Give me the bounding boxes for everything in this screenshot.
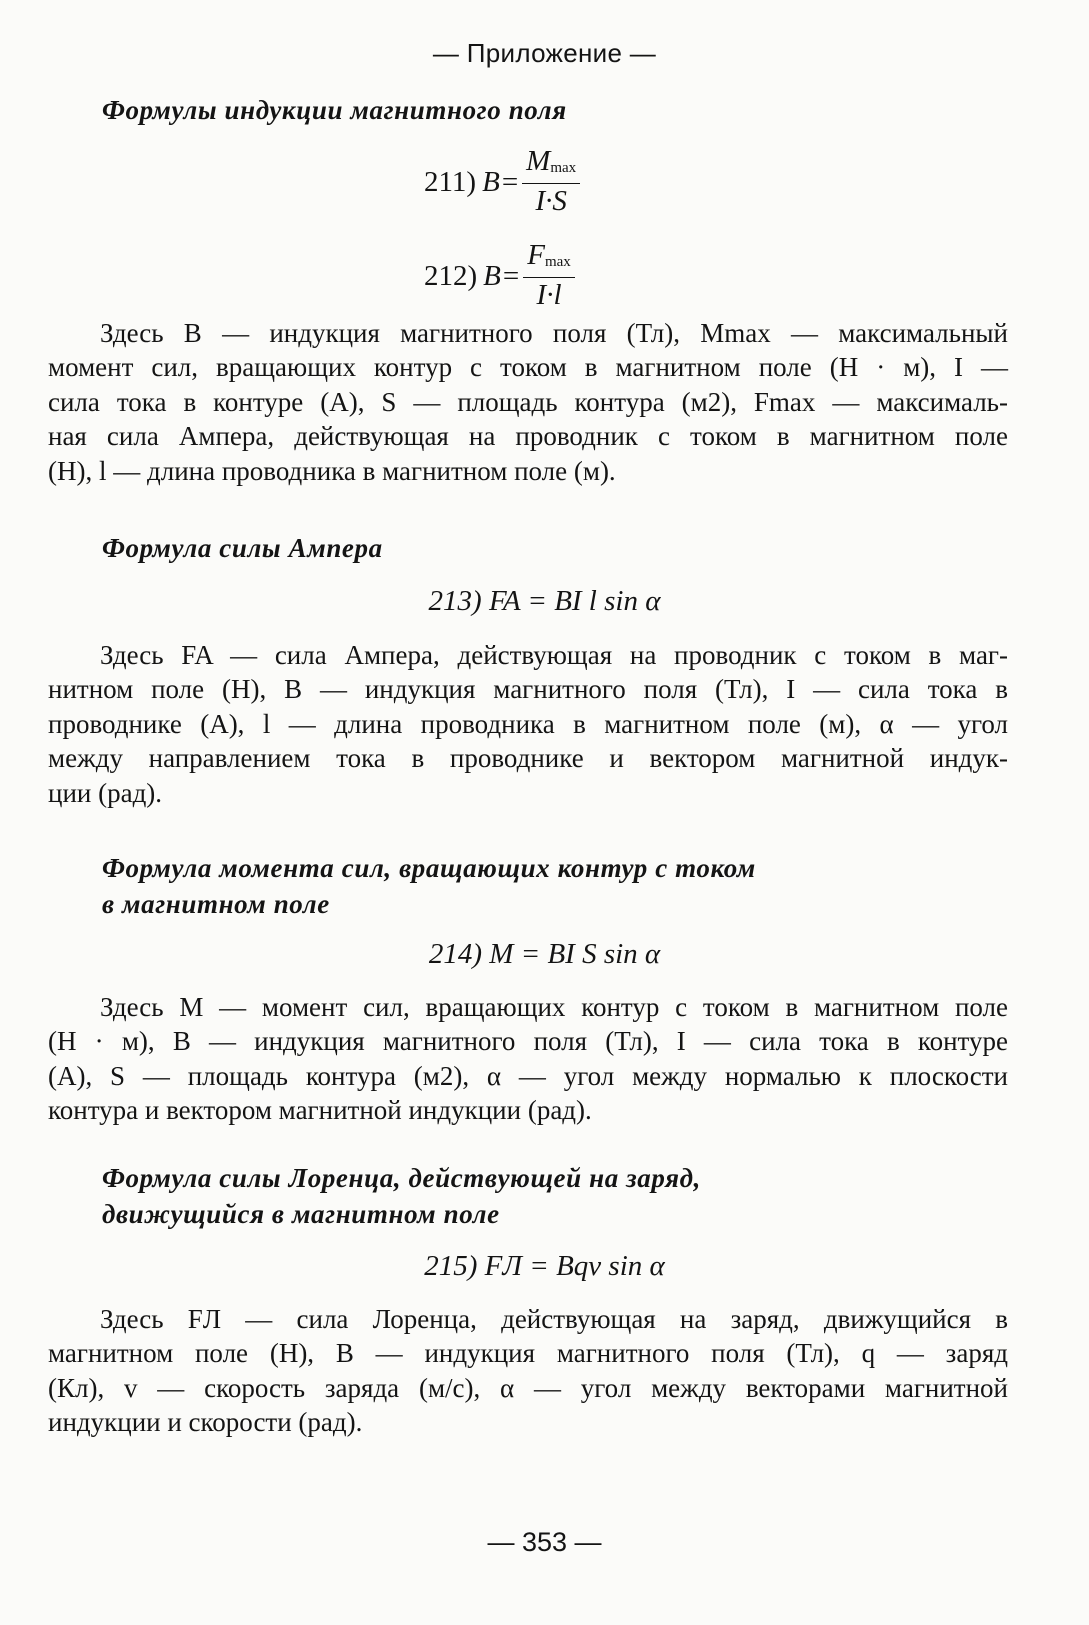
- paragraph-line: ная сила Ампера, действующая на проводник с током в магнитном поле: [48, 421, 1008, 452]
- fraction-denominator: I·S: [535, 185, 567, 217]
- paragraph-line: между направлением тока в проводнике и вектором магнитной индук-: [48, 743, 1008, 774]
- paragraph-line: момент сил, вращающих контур с током в магнитном поле (Н · м), I —: [48, 352, 1008, 383]
- paragraph-line: контура и вектором магнитной индукции (рад).: [48, 1095, 592, 1126]
- section-heading-induction: Формулы индукции магнитного поля: [102, 95, 567, 125]
- fraction-numerator: Fmax: [527, 239, 571, 271]
- formula-213: 213) FA = BI l sin α: [428, 585, 661, 617]
- section-heading-torque: [102, 850, 1002, 922]
- paragraph-torque: [48, 990, 1008, 1128]
- fraction: [523, 240, 575, 312]
- running-header: — Приложение —: [432, 38, 657, 68]
- paragraph-line: Здесь M — момент сил, вращающих контур с током в магнитном поле: [100, 992, 1008, 1022]
- paragraph-line: (Кл), v — скорость заряда (м/с), α — угол между векторами магнитной: [48, 1372, 1008, 1403]
- paragraph-line: магнитном поле (Н), B — индукция магнитного поля (Тл), q — заряд: [48, 1338, 1008, 1369]
- formula-number: 212): [424, 259, 478, 292]
- heading-line: Формула момента сил, вращающих контур с током: [102, 853, 756, 883]
- paragraph-line: Здесь FЛ — сила Лоренца, действующая на заряд, движущийся в: [100, 1304, 1008, 1334]
- page-number: — 353 —: [487, 1527, 602, 1557]
- paragraph-line: Здесь B — индукция магнитного поля (Тл), Mmax — максимальный: [100, 318, 1008, 348]
- paragraph-line: проводнике (А), l — длина проводника в магнитном поле (м), α — угол: [48, 708, 1008, 739]
- paragraph-lorentz: [48, 1302, 1008, 1440]
- paragraph-line: индукции и скорости (рад).: [48, 1407, 363, 1438]
- heading-line: в магнитном поле: [102, 889, 330, 919]
- fraction-numerator: Mmax: [526, 145, 577, 177]
- paragraph-ampere: [48, 638, 1008, 810]
- paragraph-line: ции (рад).: [48, 777, 163, 808]
- fraction: [522, 146, 580, 218]
- formula-215: 215) FЛ = Bqv sin α: [424, 1250, 665, 1282]
- equals-sign: =: [502, 259, 520, 292]
- paragraph-line: нитном поле (Н), B — индукция магнитного поля (Тл), I — сила тока в: [48, 674, 1008, 705]
- section-heading-ampere: Формула силы Ампера: [102, 533, 383, 563]
- formula-lhs: B: [482, 165, 500, 198]
- paragraph-line: сила тока в контуре (А), S — площадь контура (м2), Fmax — максималь-: [48, 386, 1008, 417]
- formula-211: [424, 146, 580, 218]
- formula-214: 214) M = BI S sin α: [428, 938, 661, 970]
- paragraph-line: Здесь FA — сила Ампера, действующая на проводник с током в маг-: [100, 640, 1008, 670]
- formula-lhs: B: [483, 259, 501, 292]
- heading-line: Формула силы Лоренца, действующей на заряд,: [102, 1163, 701, 1193]
- formula-number: 211): [424, 165, 477, 198]
- paragraph-line: (Н), l — длина проводника в магнитном поле (м).: [48, 455, 616, 486]
- section-heading-lorentz: [102, 1160, 1002, 1232]
- paragraph-line: (А), S — площадь контура (м2), α — угол между нормалью к плоскости: [48, 1060, 1008, 1091]
- fraction-denominator: I·l: [536, 279, 562, 311]
- equals-sign: =: [501, 165, 519, 198]
- paragraph-induction: [48, 316, 1008, 488]
- formula-212: [424, 240, 575, 312]
- heading-line: движущийся в магнитном поле: [102, 1199, 500, 1229]
- paragraph-line: (Н · м), B — индукция магнитного поля (Тл), I — сила тока в контуре: [48, 1026, 1008, 1057]
